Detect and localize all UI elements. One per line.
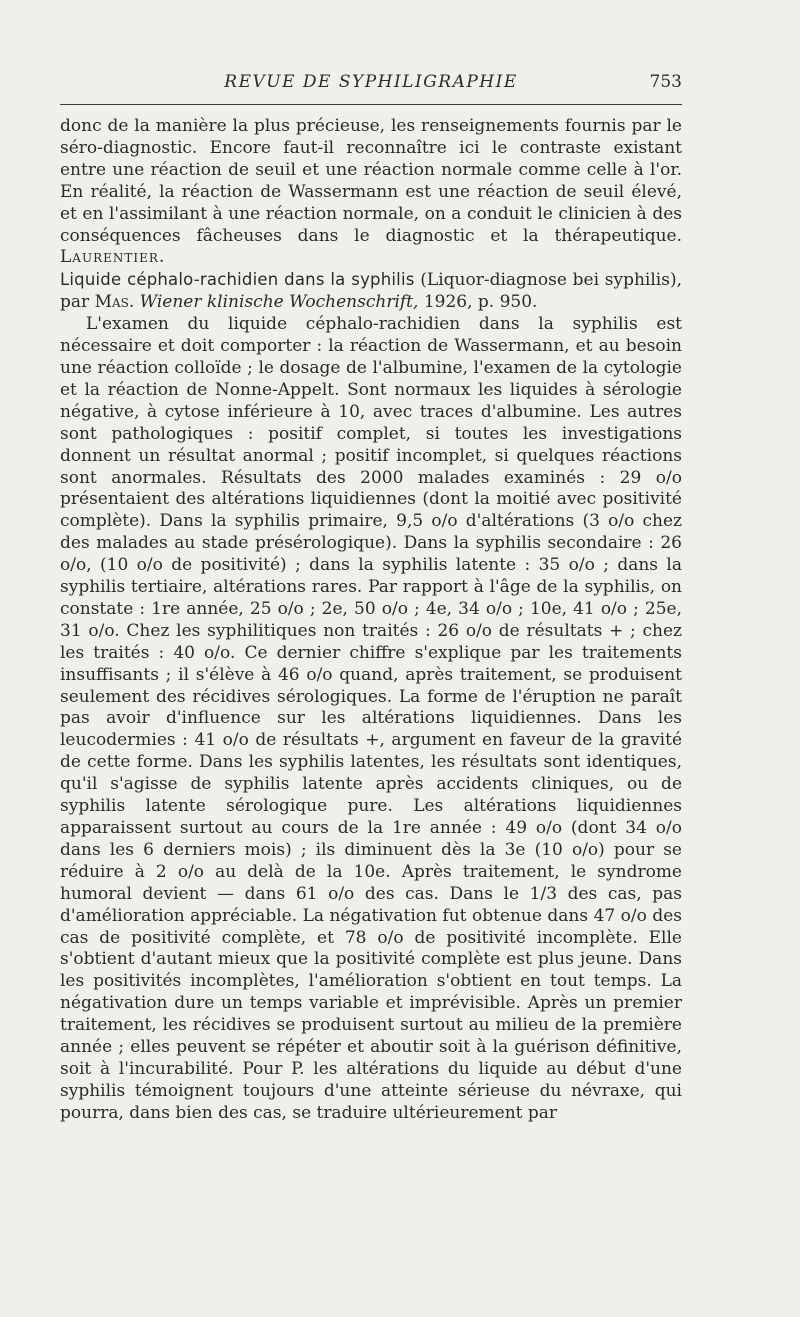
article-author: Mas. xyxy=(94,292,135,313)
article-title: Liquide céphalo-rachidien dans la syphilis xyxy=(60,270,415,290)
page-number: 753 xyxy=(649,72,682,92)
article-journal: Wiener klinische Wochenschrift, xyxy=(139,292,419,313)
signature: Laurentier. xyxy=(60,247,166,268)
running-title: REVUE DE SYPHILIGRAPHIE xyxy=(224,72,518,92)
header-rule xyxy=(60,104,682,105)
continuation-text: donc de la manière la plus précieuse, les renseignements fournis par le séro-diagnostic. Encore faut-il reconnaître ici le contraste existant entre une réaction de seuil et une réaction normale comme celle à l'or. En réalité, la réaction de Wassermann est une réaction de seuil élevé, et en l'assimilant à une réaction normale, on a conduit le clinicien à des conséquences fâcheuses dans le diagnostic et la thérapeutique. xyxy=(60,116,682,246)
page-header xyxy=(60,72,682,100)
article-heading xyxy=(60,269,682,314)
text-column xyxy=(60,116,682,1125)
article-german-title: (Liquor-diagnose bei syphilis), par xyxy=(60,270,682,313)
article-citation: 1926, p. 950. xyxy=(423,292,538,313)
continuation-paragraph xyxy=(60,116,682,269)
article-body: L'examen du liquide céphalo-rachidien dans la syphilis est nécessaire et doit comporter : la réaction de Wassermann, et au besoin une réaction colloïde ; le dosage de l'albumine, l'examen de la cytologie et la réaction de Nonne-Appelt. Sont normaux les liquides à sérologie négative, à cytose inférieure à 10, avec traces d'albumine. Les autres sont pathologiques : positif complet, si toutes les investigations donnent un résultat anormal ; positif incomplet, si quelques réactions sont anormales. Résultats des 2000 malades examinés : 29 o/o présentaient des altérations liquidiennes (dont la moitié avec positivité complète). Dans la syphilis primaire, 9,5 o/o d'altérations (3 o/o chez des malades au stade présérologique). Dans la syphilis secondaire : 26 o/o, (10 o/o de positivité) ; dans la syphilis latente : 35 o/o ; dans la syphilis tertiaire, altérations rares. Par rapport à l'âge de la syphilis, on constate : 1re année, 25 o/o ; 2e, 50 o/o ; 4e, 34 o/o ; 10e, 41 o/o ; 25e, 31 o/o. Chez les syphilitiques non traités : 26 o/o de résultats + ; chez les traités : 40 o/o. Ce dernier chiffre s'explique par les traitements insuffisants ; il s'élève à 46 o/o quand, après traitement, se produisent seulement des récidives sérologiques. La forme de l'éruption ne paraît pas avoir d'influence sur les altérations liquidiennes. Dans les leucodermies : 41 o/o de résultats +, argument en faveur de la gravité de cette forme. Dans les syphilis latentes, les résultats sont identiques, qu'il s'agisse de syphilis latente après accidents cliniques, ou de syphilis latente sérologique pure. Les altérations liquidiennes apparaissent surtout au cours de la 1re année : 49 o/o (dont 34 o/o dans les 6 derniers mois) ; ils diminuent dès la 3e (10 o/o) pour se réduire à 2 o/o au delà de la 10e. Après traitement, le syndrome humoral devient — dans 61 o/o des cas. Dans le 1/3 des cas, pas d'amélioration appréciable. La négativation fut obtenue dans 47 o/o des cas de positivité complète, et 78 o/o de positivité incomplète. Elle s'obtient d'autant mieux que la positivité complète est plus jeune. Dans les positivités incomplètes, l'amélioration s'obtient en tout temps. La négativation dure un temps variable et imprévisible. Après un premier traitement, les récidives se produisent surtout au milieu de la première année ; elles peuvent se répéter et aboutir soit à la guérison définitive, soit à l'incurabilité. Pour P. les altérations du liquide au début d'une syphilis témoignent toujours d'une atteinte sérieuse du névraxe, qui pourra, dans bien des cas, se traduire ultérieurement par xyxy=(60,314,682,1123)
